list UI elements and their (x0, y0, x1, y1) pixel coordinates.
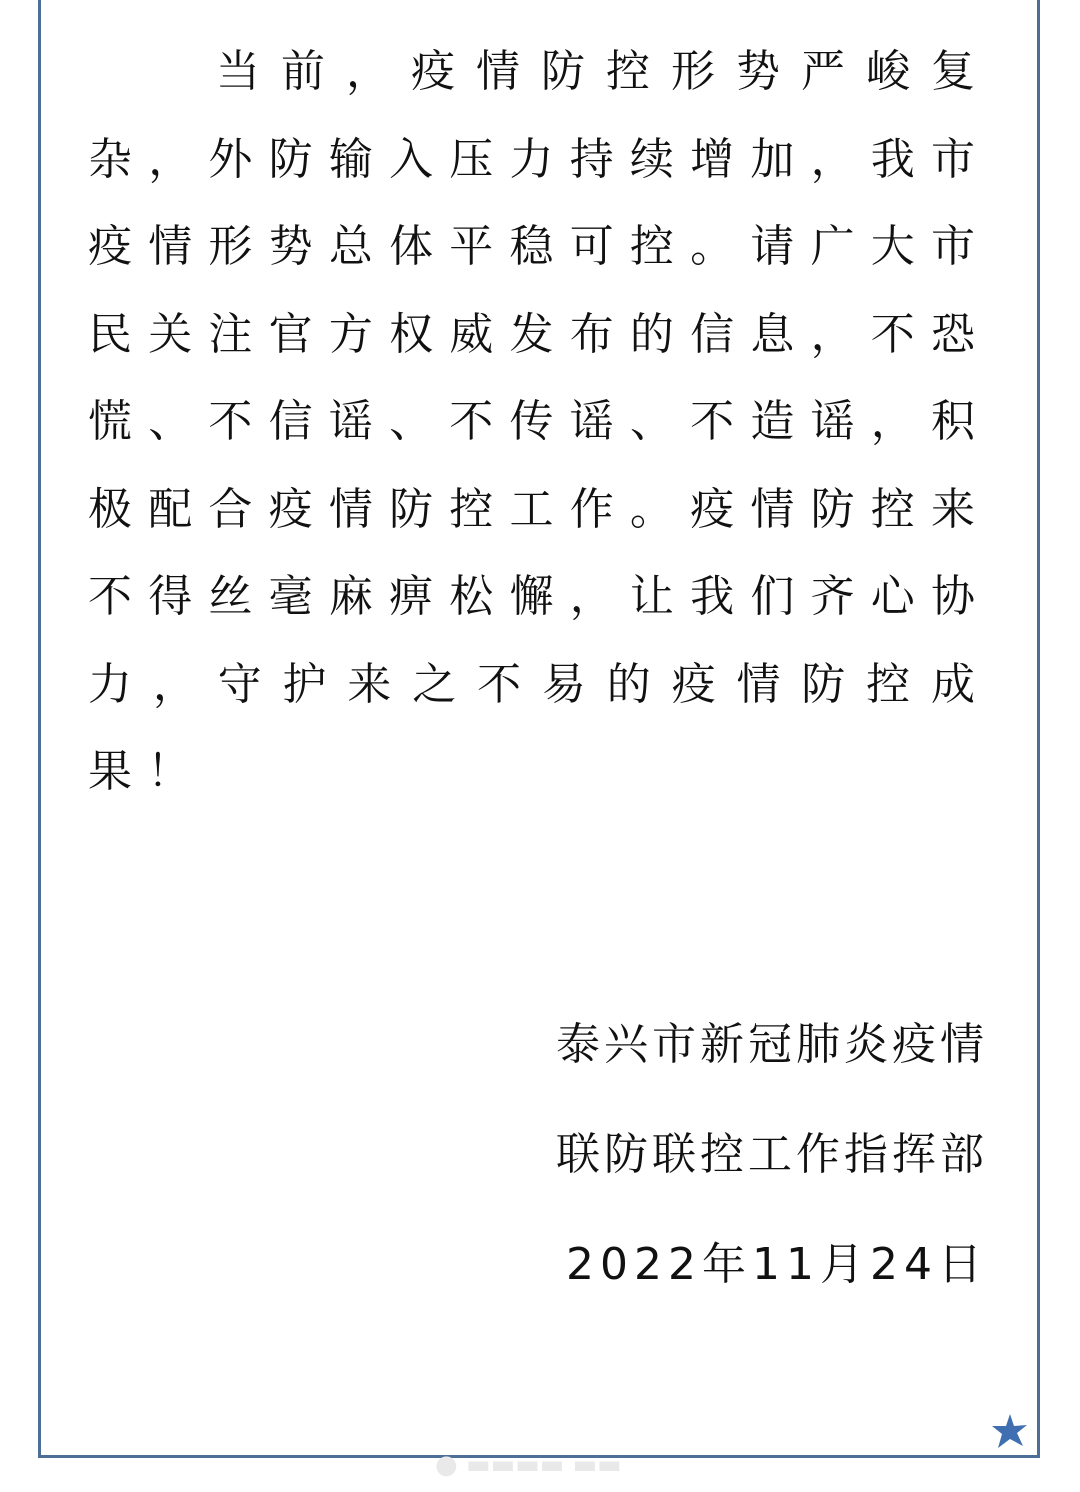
signature-date: 2022年11月24日 (566, 1239, 988, 1290)
notice-line: 果！ (88, 746, 206, 797)
notice-line: 当前，疫情防控形势严峻复 (216, 46, 990, 97)
notice-body (88, 28, 990, 816)
watermark: ● ▬▬▬▬ ▬▬ (435, 1450, 622, 1480)
notice-line: 不得丝毫麻痹松懈，让我们齐心协 (88, 571, 990, 622)
signature-block (556, 1010, 988, 1340)
signature-organization-line-2: 联防联控工作指挥部 (556, 1129, 988, 1180)
signature-organization-line-1: 泰兴市新冠肺炎疫情 (556, 1019, 988, 1070)
notice-line: 力，守护来之不易的疫情防控成 (88, 658, 990, 710)
notice-line: 杂，外防输入压力持续增加，我市 (88, 133, 990, 185)
notice-line: 慌、不信谣、不传谣、不造谣，积 (88, 396, 990, 447)
star-flower-icon (990, 1412, 1030, 1452)
notice-line: 疫情形势总体平稳可控。请广大市 (88, 221, 990, 272)
notice-line: 民关注官方权威发布的信息，不恐 (88, 308, 990, 360)
notice-line: 极配合疫情防控工作。疫情防控来 (88, 483, 990, 535)
